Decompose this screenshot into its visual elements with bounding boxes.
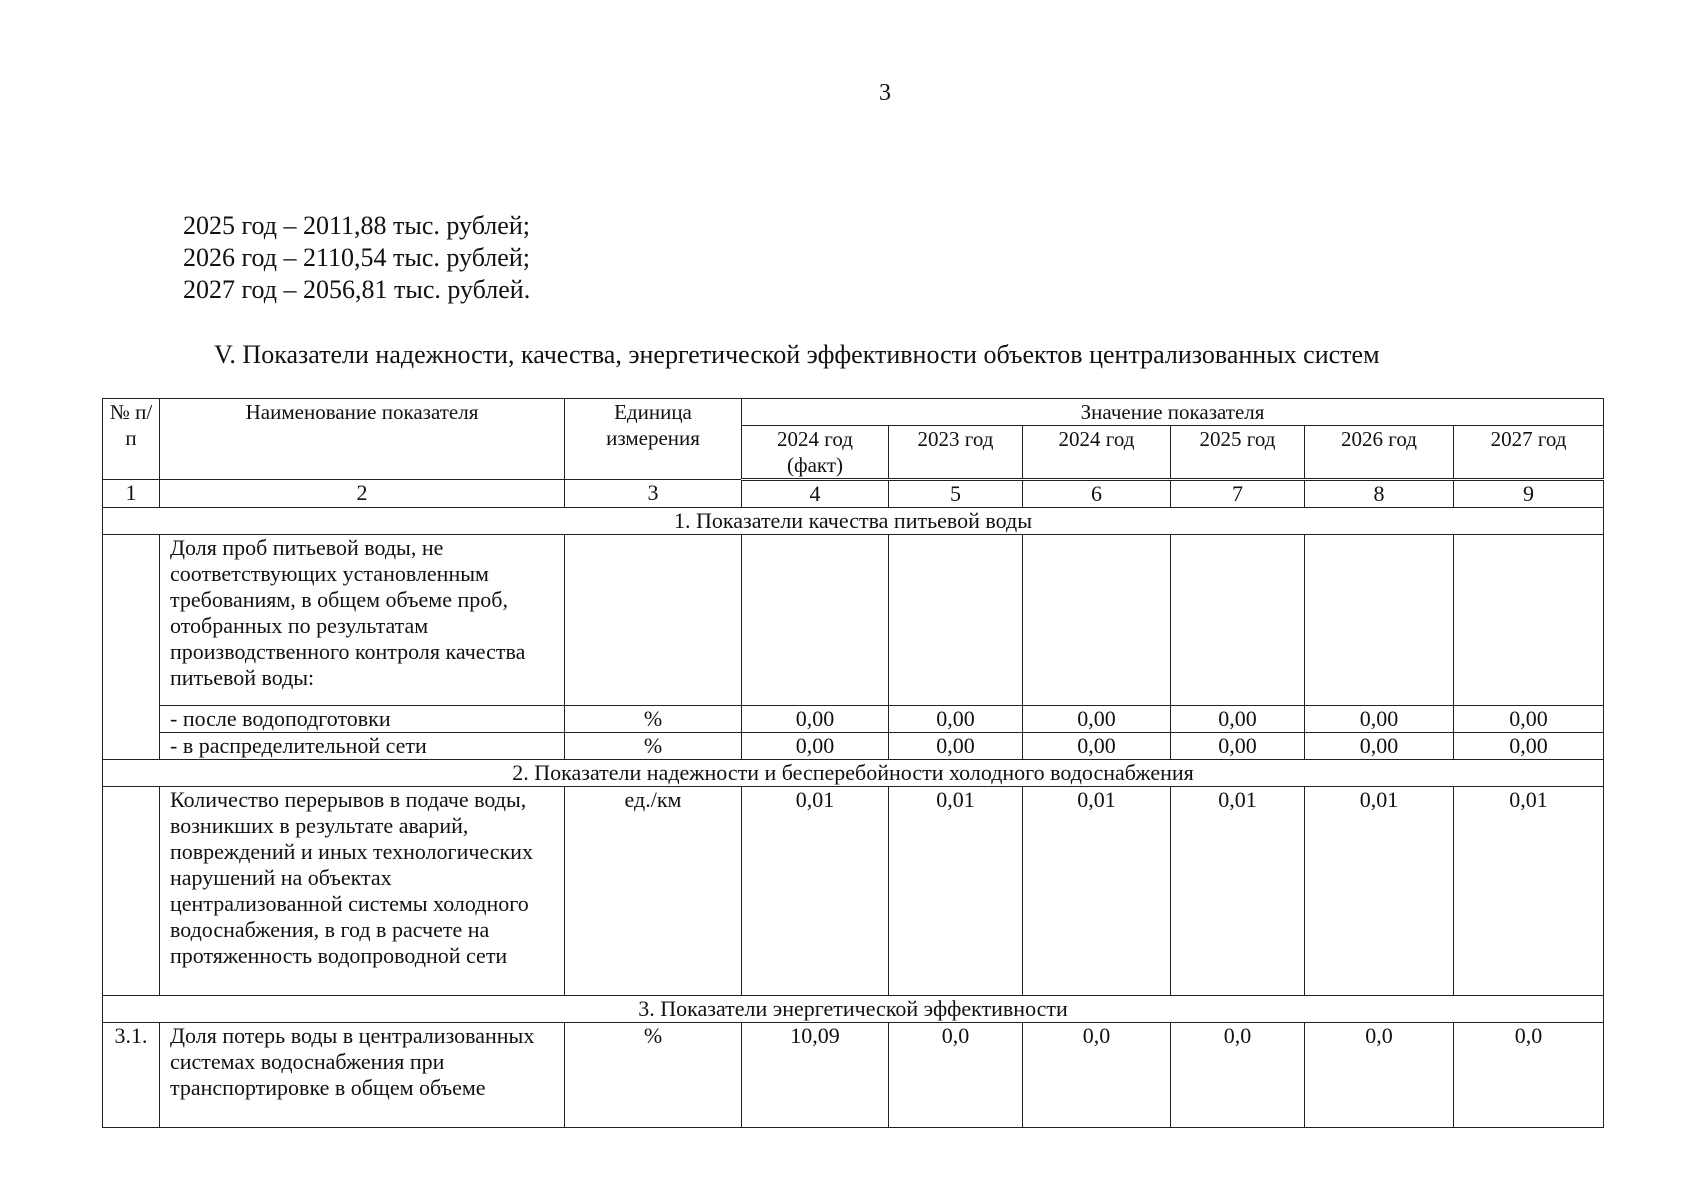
value-cell: 0,00 (1305, 706, 1454, 733)
value-cell: 0,00 (1305, 733, 1454, 760)
value-cell (1454, 535, 1604, 706)
column-number: 6 (1023, 480, 1171, 508)
value-cell: 0,01 (742, 787, 889, 996)
value-cell (1023, 535, 1171, 706)
value-cell (742, 535, 889, 706)
header-name: Наименование показателя (160, 399, 565, 480)
header-year: 2023 год (889, 426, 1023, 480)
value-cell: 0,00 (889, 706, 1023, 733)
budget-line: 2025 год – 2011,88 тыс. рублей; (183, 211, 530, 240)
header-year: 2024 год (факт) (742, 426, 889, 480)
indicator-name: - в распределительной сети (160, 733, 565, 760)
indicators-table (102, 398, 1604, 1128)
value-cell: 0,00 (1171, 706, 1305, 733)
value-cell: 0,01 (889, 787, 1023, 996)
value-cell: 0,01 (1454, 787, 1604, 996)
value-cell (1171, 535, 1305, 706)
column-number: 3 (565, 480, 742, 508)
value-cell: 0,00 (1023, 706, 1171, 733)
section-heading: 3. Показатели энергетической эффективности (103, 996, 1604, 1023)
value-cell: 0,00 (1454, 706, 1604, 733)
value-cell: 0,00 (742, 733, 889, 760)
column-number: 1 (103, 480, 160, 508)
section-heading: 1. Показатели качества питьевой воды (103, 508, 1604, 535)
header-year: 2026 год (1305, 426, 1454, 480)
unit-cell: % (565, 733, 742, 760)
value-cell: 0,00 (1171, 733, 1305, 760)
column-number: 4 (742, 480, 889, 508)
unit-cell: % (565, 706, 742, 733)
value-cell: 0,0 (1454, 1023, 1604, 1128)
value-cell: 0,00 (889, 733, 1023, 760)
header-num: № п/п (103, 399, 160, 480)
row-number (103, 787, 160, 996)
value-cell: 0,00 (1454, 733, 1604, 760)
column-number: 9 (1454, 480, 1604, 508)
row-number: 3.1. (103, 1023, 160, 1128)
budget-line: 2027 год – 2056,81 тыс. рублей. (183, 275, 531, 304)
value-cell: 0,00 (1023, 733, 1171, 760)
value-cell: 0,0 (1023, 1023, 1171, 1128)
section-heading: 2. Показатели надежности и бесперебойности холодного водоснабжения (103, 760, 1604, 787)
value-cell (1305, 535, 1454, 706)
budget-lines (183, 210, 530, 306)
column-number: 7 (1171, 480, 1305, 508)
value-cell: 0,0 (889, 1023, 1023, 1128)
value-cell: 0,01 (1023, 787, 1171, 996)
row-number (103, 535, 160, 760)
unit-cell: ед./км (565, 787, 742, 996)
header-year: 2025 год (1171, 426, 1305, 480)
header-unit: Единица измерения (565, 399, 742, 480)
indicator-name: Количество перерывов в подаче воды, возникших в результате аварий, повреждений и иных технологических нарушений на объектах централизованной системы холодного водоснабжения, в год в расчете на протяженность водопроводной сети (160, 787, 565, 996)
value-cell: 10,09 (742, 1023, 889, 1128)
page-number: 3 (879, 80, 891, 106)
budget-line: 2026 год – 2110,54 тыс. рублей; (183, 243, 530, 272)
section-title: V. Показатели надежности, качества, энергетической эффективности объектов централизованных систем (214, 340, 1380, 369)
unit-cell: % (565, 1023, 742, 1128)
value-cell: 0,01 (1305, 787, 1454, 996)
header-year: 2024 год (1023, 426, 1171, 480)
indicator-name: Доля потерь воды в централизованных системах водоснабжения при транспортировке в общем объеме (160, 1023, 565, 1128)
value-cell (889, 535, 1023, 706)
value-cell: 0,0 (1171, 1023, 1305, 1128)
column-number: 2 (160, 480, 565, 508)
column-number: 5 (889, 480, 1023, 508)
indicator-name: - после водоподготовки (160, 706, 565, 733)
value-cell: 0,0 (1305, 1023, 1454, 1128)
header-year: 2027 год (1454, 426, 1604, 480)
header-value-group: Значение показателя (742, 399, 1604, 426)
indicator-name: Доля проб питьевой воды, не соответствующих установленным требованиям, в общем объеме проб, отобранных по результатам производственного контроля качества питьевой воды: (160, 535, 565, 706)
column-number: 8 (1305, 480, 1454, 508)
value-cell: 0,01 (1171, 787, 1305, 996)
unit-cell (565, 535, 742, 706)
value-cell: 0,00 (742, 706, 889, 733)
